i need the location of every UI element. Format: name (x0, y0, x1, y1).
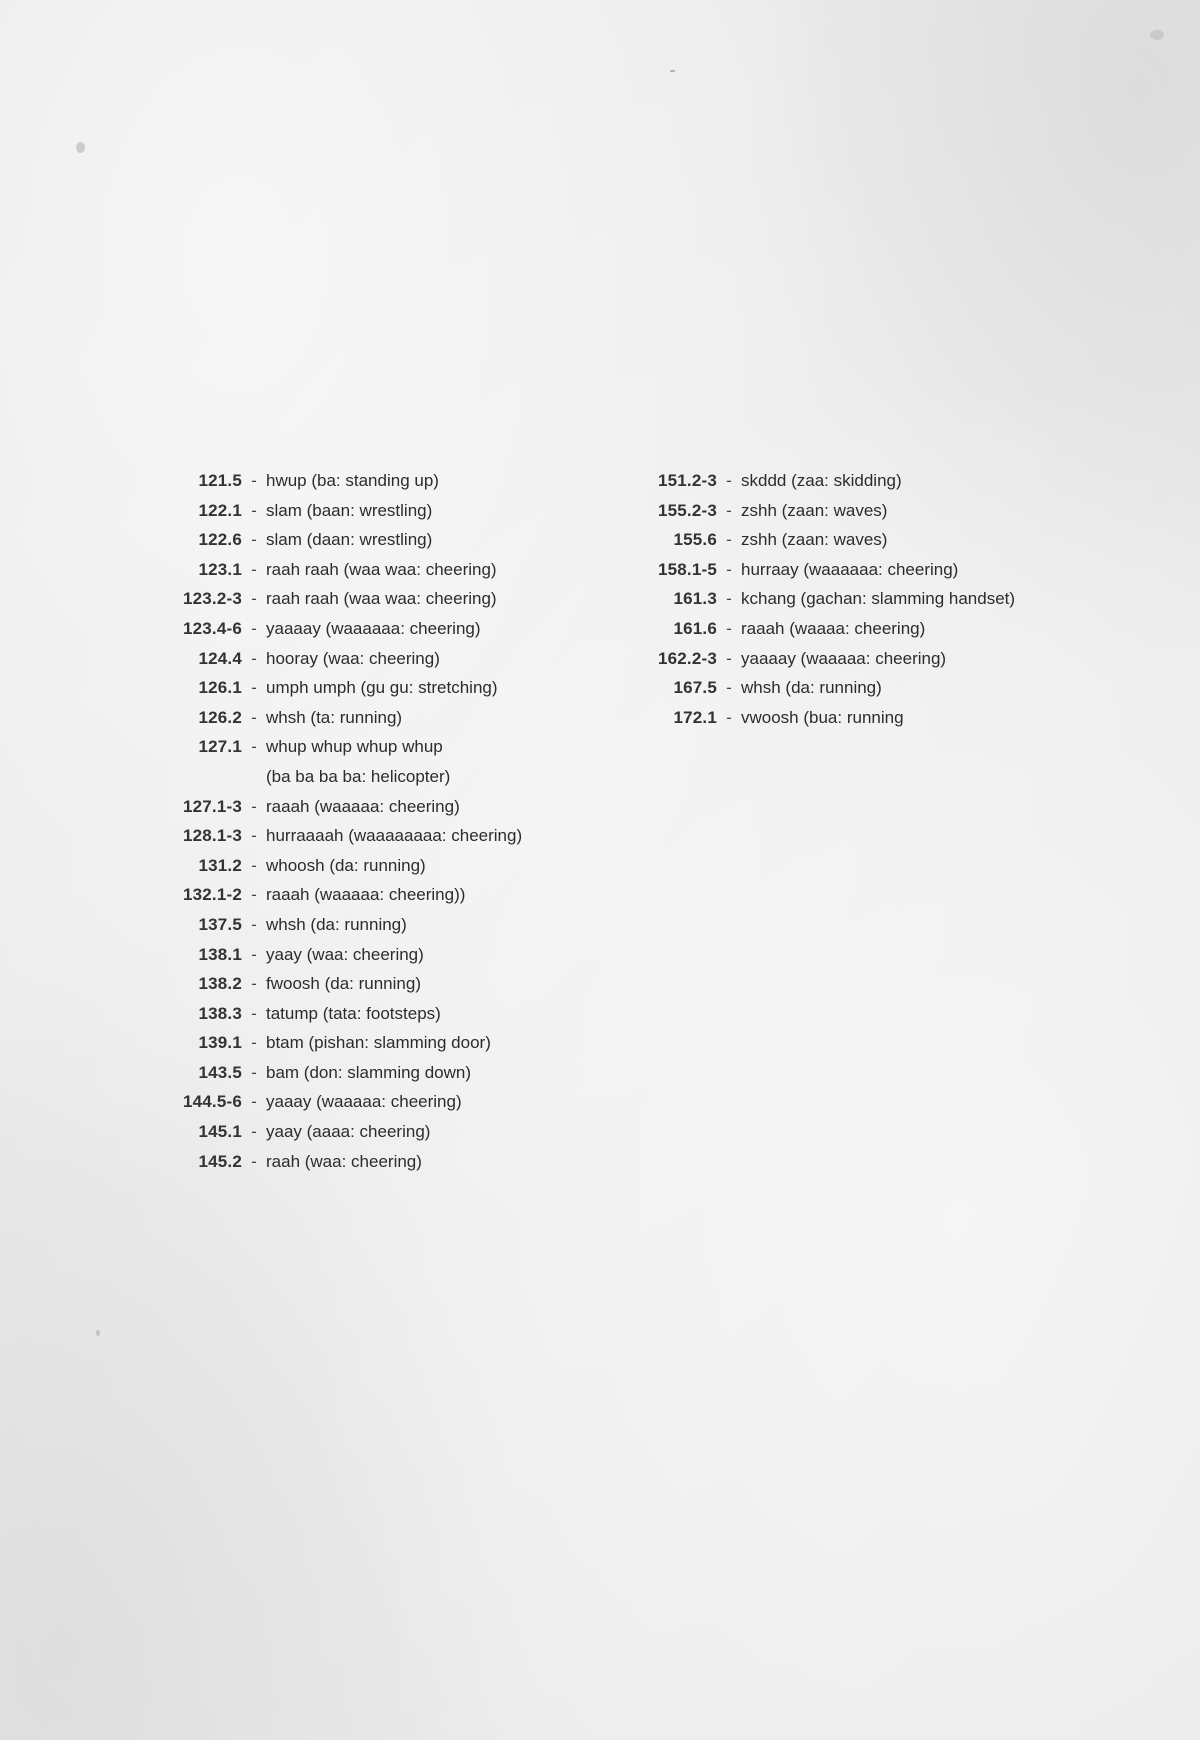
list-item (150, 999, 522, 1029)
entry-description: raaah (waaaaa: cheering)) (266, 885, 466, 905)
entry-ref: 138.3 (198, 1003, 242, 1023)
entry-separator: - (251, 1122, 257, 1142)
entry-description-continuation: (ba ba ba ba: helicopter) (266, 766, 451, 786)
entry-separator: - (251, 618, 257, 638)
entry-ref: 127.1-3 (182, 796, 242, 816)
entry-ref: 123.2-3 (182, 589, 242, 609)
list-item (150, 1028, 522, 1058)
list-item (625, 466, 1015, 496)
entry-description: whsh (ta: running) (266, 707, 403, 727)
entry-separator: - (251, 530, 257, 550)
entry-ref: 138.2 (198, 974, 242, 994)
entry-description: hwup (ba: standing up) (266, 471, 439, 490)
list-item (625, 703, 1015, 733)
list-item (150, 1117, 522, 1147)
paper-speck (1150, 30, 1164, 40)
list-item (150, 673, 522, 703)
entry-separator: - (251, 1033, 257, 1053)
list-item (150, 940, 522, 970)
entry-ref: 155.6 (673, 530, 717, 550)
entry-separator: - (251, 471, 257, 490)
list-item (625, 614, 1015, 644)
list-item (150, 851, 522, 881)
list-item (150, 466, 522, 496)
entry-description: raah raah (waa waa: cheering) (266, 589, 497, 609)
entry-ref: 123.1 (198, 559, 242, 579)
entry-separator: - (726, 648, 732, 668)
entry-ref: 128.1-3 (182, 826, 242, 846)
entry-description: btam (pishan: slamming door) (266, 1033, 491, 1053)
entry-description: yaay (waa: cheering) (266, 944, 424, 964)
entry-description: tatump (tata: footsteps) (266, 1003, 441, 1023)
entry-description: whsh (da: running) (741, 678, 882, 698)
entry-separator: - (726, 589, 732, 609)
entry-separator: - (251, 944, 257, 964)
entry-separator: - (726, 618, 732, 638)
entry-separator: - (251, 1092, 257, 1112)
entry-description: hurraay (waaaaaa: cheering) (741, 559, 959, 579)
entry-ref: 138.1 (198, 944, 242, 964)
entry-separator: - (726, 559, 732, 579)
entry-ref: 155.2-3 (657, 500, 717, 520)
entry-description: raah raah (waa waa: cheering) (266, 559, 497, 579)
entry-ref: 123.4-6 (182, 618, 242, 638)
entry-ref: 145.2 (198, 1151, 242, 1171)
entry-separator: - (251, 974, 257, 994)
entry-separator: - (251, 559, 257, 579)
entry-ref: 122.1 (198, 500, 242, 520)
entry-description: vwoosh (bua: running (741, 707, 904, 727)
entry-ref: 143.5 (198, 1062, 242, 1082)
entry-separator: - (726, 707, 732, 727)
entry-description: hurraaaah (waaaaaaaa: cheering) (266, 826, 523, 846)
entry-ref: 172.1 (673, 707, 717, 727)
list-item (150, 910, 522, 940)
entry-description: yaaaay (waaaaa: cheering) (741, 648, 947, 668)
list-item (150, 1147, 522, 1177)
entry-separator: - (251, 1003, 257, 1023)
list-item (150, 614, 522, 644)
list-item (625, 584, 1015, 614)
entry-separator: - (726, 678, 732, 698)
entry-description: kchang (gachan: slamming handset) (741, 589, 1016, 609)
entry-description: skddd (zaa: skidding) (741, 471, 902, 490)
entry-description: whoosh (da: running) (266, 855, 426, 875)
entry-separator: - (726, 500, 732, 520)
list-item (625, 673, 1015, 703)
entry-ref: 132.1-2 (182, 885, 242, 905)
entry-description: whsh (da: running) (266, 914, 407, 934)
entry-description: raaah (waaaaa: cheering) (266, 796, 460, 816)
entry-description: zshh (zaan: waves) (741, 530, 888, 550)
entry-ref: 124.4 (198, 648, 242, 668)
entry-ref: 167.5 (673, 678, 717, 698)
entry-separator: - (251, 1151, 257, 1171)
entry-description: hooray (waa: cheering) (266, 648, 440, 668)
entry-ref: 126.1 (198, 678, 242, 698)
list-item-continuation (150, 762, 522, 792)
list-item (150, 880, 522, 910)
entry-separator: - (251, 707, 257, 727)
paper-speck (96, 1330, 100, 1336)
entry-description: zshh (zaan: waves) (741, 500, 888, 520)
entry-separator: - (251, 648, 257, 668)
list-item (150, 525, 522, 555)
right-column (625, 466, 1015, 732)
entry-ref: 151.2-3 (657, 471, 717, 490)
list-item (150, 703, 522, 733)
entry-separator: - (251, 678, 257, 698)
entry-ref: 144.5-6 (182, 1092, 242, 1112)
entry-separator: - (251, 796, 257, 816)
list-item (625, 555, 1015, 585)
entry-description: yaaay (waaaaa: cheering) (266, 1092, 462, 1112)
entry-ref: 126.2 (198, 707, 242, 727)
entry-description: fwoosh (da: running) (266, 974, 421, 994)
entry-description: whup whup whup whup (266, 737, 443, 757)
entry-description: raah (waa: cheering) (266, 1151, 422, 1171)
entry-ref: 121.5 (198, 471, 242, 490)
entry-description: slam (baan: wrestling) (266, 500, 433, 520)
entry-ref: 162.2-3 (657, 648, 717, 668)
list-item (150, 496, 522, 526)
entry-ref: 122.6 (198, 530, 242, 550)
entry-ref: 127.1 (198, 737, 242, 757)
list-item (150, 821, 522, 851)
entry-description: yaaaay (waaaaaa: cheering) (266, 618, 481, 638)
entry-description: raaah (waaaa: cheering) (741, 618, 926, 638)
entry-separator: - (251, 589, 257, 609)
left-column (150, 466, 522, 1176)
list-item (150, 584, 522, 614)
paper-speck (76, 142, 85, 153)
list-item (150, 1058, 522, 1088)
list-item (150, 1087, 522, 1117)
entry-separator: - (251, 737, 257, 757)
entry-ref: 161.3 (673, 589, 717, 609)
list-item (625, 525, 1015, 555)
list-item (150, 555, 522, 585)
entry-ref: 131.2 (198, 855, 242, 875)
paper-speck (670, 70, 675, 72)
entry-description: yaay (aaaa: cheering) (266, 1122, 431, 1142)
entry-separator: - (251, 500, 257, 520)
entry-ref: 158.1-5 (657, 559, 717, 579)
entry-ref: 145.1 (198, 1122, 242, 1142)
list-item (150, 792, 522, 822)
entry-separator: - (251, 855, 257, 875)
entry-ref: 139.1 (198, 1033, 242, 1053)
list-item (625, 644, 1015, 674)
entry-ref: 137.5 (198, 914, 242, 934)
entry-description: slam (daan: wrestling) (266, 530, 433, 550)
entry-description: umph umph (gu gu: stretching) (266, 678, 498, 698)
entry-separator: - (726, 471, 732, 490)
list-item (150, 732, 522, 762)
entry-separator: - (251, 914, 257, 934)
entry-separator: - (251, 885, 257, 905)
entry-separator: - (726, 530, 732, 550)
list-item (150, 644, 522, 674)
list-item (625, 496, 1015, 526)
entry-description: bam (don: slamming down) (266, 1062, 472, 1082)
entry-separator: - (251, 1062, 257, 1082)
entry-separator: - (251, 826, 257, 846)
list-item (150, 969, 522, 999)
entry-ref: 161.6 (673, 618, 717, 638)
